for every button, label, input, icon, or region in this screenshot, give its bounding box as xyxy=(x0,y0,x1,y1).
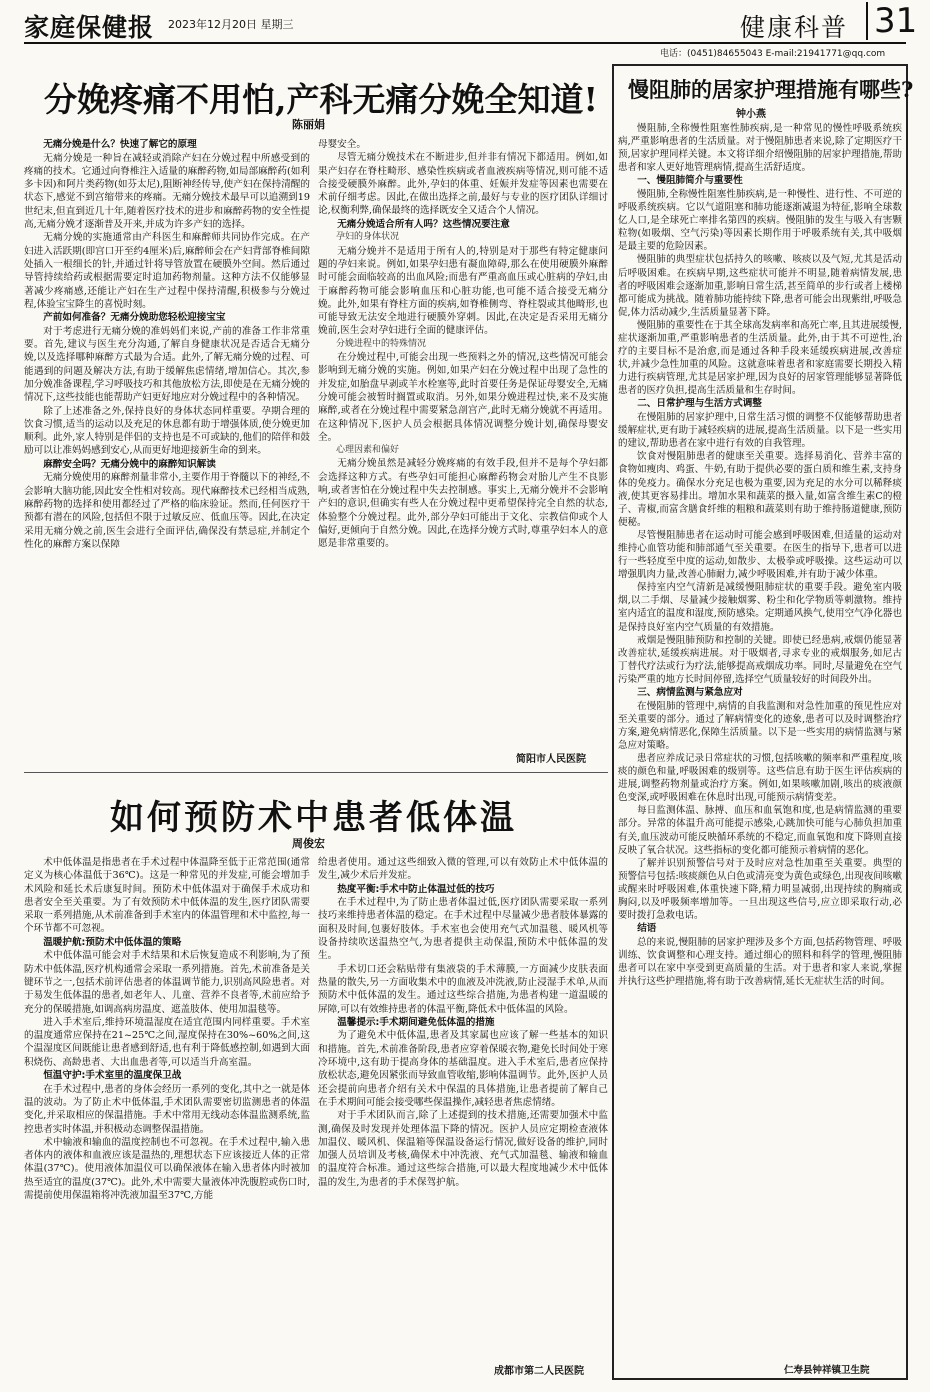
minor-heading: 孕妇的身体状况 xyxy=(336,232,400,243)
paragraph: 了解并识别预警信号对于及时应对急性加重至关重要。典型的预警信号包括:咳痰颜色从白色或清亮变为黄色或绿色,出现夜间咳嗽或醒来时呼吸困难,体重快速下降,精力明显减弱,出现持续的胸痛或胸闷,以及呼吸频率增加等。一旦出现这些信号,应立即采取行动,必要时拨打急救电话。 xyxy=(618,857,902,922)
paragraph: 对于考虑进行无痛分娩的准妈妈们来说,产前的准备工作非常重要。首先,建议与医生充分沟通,了解自身健康状况是否适合无痛分娩,以及选择哪种麻醉方式最为合适。此外,了解无痛分娩的过程、可能遇到的问题及解决方法,有助于缓解焦虑情绪,增加信心。其次,参加分娩准备课程,学习呼吸技巧和其他放松方法,即使是在无痛分娩的情况下,这些技能也能帮助产妇更好地应对分娩过程中的各种情况。 xyxy=(24,325,310,404)
subheading: 热度平衡:手术中防止体温过低的技巧 xyxy=(337,883,495,895)
paragraph: 总的来说,慢阻肺的居家护理涉及多个方面,包括药物管理、呼吸训练、饮食调整和心理支持。通过细心的照料和科学的管理,慢阻肺患者可以在家中享受到更高质量的生活。对于患者和家人来说,掌握并执行这些护理措施,将有助于改善病情,延长无症状生活的时间。 xyxy=(618,936,902,988)
paragraph: 在手术过程中,患者的身体会经历一系列的变化,其中之一就是体温的波动。为了防止术中低体温,手术团队需要密切监测患者的体温变化,并采取相应的保温措施。手术中常用无线动态体温监测系统,监控患者实时体温,并积极动态调整保温措施。 xyxy=(24,1083,310,1135)
issue-date: 2023年12月20日 星期三 xyxy=(168,18,294,31)
article1-column-2 xyxy=(318,138,608,742)
subheading: 二、日常护理与生活方式调整 xyxy=(637,398,762,410)
subheading: 产前如何准备？无痛分娩助您轻松迎接宝宝 xyxy=(43,312,226,324)
subheading: 三、病情监测与紧急应对 xyxy=(637,687,743,699)
article3-title: 慢阻肺的居家护理措施有哪些? xyxy=(628,77,914,102)
subheading: 恒温守护:手术室里的温度保卫战 xyxy=(43,1070,182,1082)
subheading: 无痛分娩适合所有人吗？这些情况要注意 xyxy=(337,218,510,230)
subheading: 无痛分娩是什么？快速了解它的原理 xyxy=(43,139,197,150)
paragraph: 除了上述准备之外,保持良好的身体状态同样重要。孕期合理的饮食习惯,适当的运动以及充足的休息都有助于增强体质,使分娩更加顺利。此外,家人特别是伴侣的支持也是不可或缺的,他们的陪伴和鼓励可以让准妈妈感到安心,从而更好地迎接新生命的到来。 xyxy=(24,405,310,457)
contact-info: 电话：(0451)84655043 E-mail:21941771@qq.com xyxy=(660,49,886,59)
article2-author: 周俊宏 xyxy=(292,837,325,850)
paragraph: 慢阻肺,全称慢性阻塞性肺疾病,是一种慢性、进行性、不可逆的呼吸系统疾病。它以气道阻塞和肺功能逐渐减退为特征,影响全球数亿人口,是全球死亡率排名第四的疾病。慢阻肺的发生与吸入有害颗粒物(如吸烟、空气污染)等因素长期作用于呼吸系统有关,其中吸烟是最主要的危险因素。 xyxy=(618,188,902,253)
paragraph: 无痛分娩使用的麻醉剂量非常小,主要作用于脊髓以下的神经,不会影响大脑功能,因此安全性相对较高。现代麻醉技术已经相当成熟,麻醉药物的选择和使用都经过了严格的临床验证。然而,任何医疗干预都有潜在的风险,包括但不限于过敏反应、低血压等。因此,在决定采用无痛分娩之前,医生会进行全面评估,确保没有禁忌症,并制定个性化的麻醉方案以保障 xyxy=(24,472,310,550)
article2-column-2 xyxy=(318,856,608,1358)
paragraph: 母婴安全。 xyxy=(318,139,366,150)
subheading: 麻醉安全吗？无痛分娩中的麻醉知识解读 xyxy=(43,458,216,470)
paragraph: 慢阻肺的重要性在于其全球高发病率和高死亡率,且其进展缓慢,症状逐渐加重,严重影响患者的生活质量。此外,由于其不可逆性,治疗的主要目标不是治愈,而是通过各种手段来延缓疾病进展,改善症状,并减少急性加重的风险。这就意味着患者和家庭需要长期投入精力进行疾病管理,尤其是居家护理,因为良好的居家管理能够显著降低患者的医疗负担,提高生活质量和生存时间。 xyxy=(618,319,902,397)
paragraph: 在手术过程中,为了防止患者体温过低,医疗团队需要采取一系列技巧来维持患者体温的稳定。在手术过程中尽量减少患者肢体暴露的面积及时间,包裹好肢体。手术室也会使用充气式加温毯、暖风机等设备持续吹送温热空气,为患者提供主动保温,预防术中低体温的发生。 xyxy=(318,897,608,962)
paragraph: 在慢阻肺的管理中,病情的自我监测和对急性加重的预见性应对至关重要的部分。通过了解病情变化的迹象,患者可以及时调整治疗方案,避免病情恶化,保障生活质量。以下是一些实用的病情监测与紧急应对策略。 xyxy=(618,700,902,751)
subheading: 一、慢阻肺简介与重要性 xyxy=(637,175,743,187)
paragraph: 尽管慢阻肺患者在运动时可能会感到呼吸困难,但适量的运动对维持心血管功能和肺部通气至关重要。在医生的指导下,患者可以进行一些轻度至中度的运动,如散步、太极拳或呼吸操。这些运动可以增强肌肉力量,改善心肺耐力,减少呼吸困难,并有助于减少体重。 xyxy=(618,529,902,581)
header-rule xyxy=(24,42,906,44)
paragraph: 尽管无痛分娩技术在不断进步,但并非有情况下都适用。例如,如果产妇存在脊柱畸形、感染性疾病或者血液疾病等情况,则可能不适合接受硬膜外麻醉。此外,孕妇的体重、妊娠并发症等因素也需要在术前仔细考虑。因此,在做出选择之前,最好与专业的医疗团队详细讨论,权衡利弊,确保最终的选择既安全又适合个人情况。 xyxy=(318,152,608,217)
paragraph: 患者应养成记录日常症状的习惯,包括咳嗽的频率和严重程度,咳痰的颜色和量,呼吸困难的级别等。这些信息有助于医生评估疾病的进展,调整药物剂量或治疗方案。例如,如果咳嗽加剧,咳出的痰液颜色变深,或呼吸困难在休息时出现,可能预示病情变差。 xyxy=(618,753,902,804)
article1-signature: 简阳市人民医院 xyxy=(516,754,586,765)
minor-heading: 心理因素和偏好 xyxy=(336,445,400,456)
article2-signature: 成都市第二人民医院 xyxy=(494,1366,584,1377)
minor-heading: 分娩进程中的特殊情况 xyxy=(336,338,427,349)
paragraph: 慢阻肺的典型症状包括持久的咳嗽、咳痰以及气短,尤其是活动后呼吸困难。在疾病早期,这些症状可能并不明显,随着病情发展,患者的呼吸困难会逐渐加重,影响日常生活,甚至简单的步行或者上楼梯都可能成为挑战。随着肺功能持续下降,患者可能会出现紫绀,呼吸急促,体力活动减少,生活质量显著下降。 xyxy=(618,254,902,318)
paragraph: 在慢阻肺的居家护理中,日常生活习惯的调整不仅能够帮助患者缓解症状,更有助于减轻疾病的进展,提高生活质量。以下是一些实用的建议,帮助患者在家中进行有效的自我管理。 xyxy=(618,412,902,450)
paragraph: 慢阻肺,全称慢性阻塞性肺疾病,是一种常见的慢性呼吸系统疾病,严重影响患者的生活质量。对于慢阻肺患者来说,除了定期医疗干预,居家护理同样关键。本文将详细介绍慢阻肺的居家护理措施,帮助患者和家人更好地管理病情,提高生活舒适度。 xyxy=(618,123,902,174)
paragraph: 无痛分娩虽然是减轻分娩疼痛的有效手段,但并不是每个孕妇都会选择这种方式。有些孕妇可能担心麻醉药物会对胎儿产生不良影响,或者害怕在分娩过程中失去控制感。事实上,无痛分娩并不会影响产妇的意识,但确实有些人在分娩过程中更希望保持完全自然的状态,体验整个分娩过程。此外,部分孕妇可能出于文化、宗教信仰或个人偏好,更倾向于自然分娩。因此,在选择分娩方式时,尊重孕妇本人的意愿是非常重要的。 xyxy=(318,458,608,550)
subheading: 结语 xyxy=(637,923,657,935)
paragraph: 术中低体温可能会对手术结果和术后恢复造成不利影响,为了预防术中低体温,医疗机构通常会采取一系列措施。首先,术前准备是关键环节之一,包括术前评估患者的体温调节能力,识别高风险患者。对于易发生低体温的患者,如老年人、儿童、营养不良者等,术前应给予充分的保暖措施,如调高病房温度、遮盖肢体、使用加温毯等。 xyxy=(24,950,310,1015)
article3-signature: 仁寿县钟祥镇卫生院 xyxy=(784,1365,870,1376)
paragraph: 进入手术室后,维持环境温湿度在适宜范围内同样重要。手术室的温度通常应保持在21~25℃之间,湿度保持在30%~60%之间,这个温湿度区间既能让患者感到舒适,也有利于降低感控制,如遇到大面积烧伤、高龄患者、大出血患者等,可以适当升高室温。 xyxy=(24,1016,310,1068)
article1-column-1 xyxy=(24,138,310,768)
paragraph: 保持室内空气清新是减缓慢阻肺症状的重要手段。避免室内吸烟,以二手烟、尽量减少接触烟雾、粉尘和化学物质等刺激物。维持室内适宜的温度和湿度,预防感染。定期通风换气,使用空气净化器也是保持良好室内空气质量的有效措施。 xyxy=(618,582,902,633)
paragraph: 每日监测体温、脉搏、血压和血氧饱和度,也是病情监测的重要部分。异常的体温升高可能提示感染,心跳加快可能与心肺负担加重有关,血压波动可能反映循环系统的不稳定,而血氧饱和度下降则直接反映了氧合状况。这些指标的变化都可能预示着病情的恶化。 xyxy=(618,805,902,856)
paper-name: 家庭保健报 xyxy=(24,13,155,42)
paragraph: 饮食对慢阻肺患者的健康至关重要。选择易消化、营养丰富的食物如瘦肉、鸡蛋、牛奶,有助于提供必要的蛋白质和维生素,支持身体的免疫力。确保水分充足也极为重要,因为充足的水分可以稀释痰液,使其更容易排出。增加水果和蔬菜的摄入量,如富含维生素C的橙子、青椒,而富含膳食纤维的粗粮和蔬菜则有助于维持肠道健康,预防便秘。 xyxy=(618,451,902,528)
article1-title: 分娩疼痛不用怕,产科无痛分娩全知道! xyxy=(44,80,598,119)
paragraph: 给患者使用。通过这些细致入微的管理,可以有效防止术中低体温的发生,减少术后并发症。 xyxy=(318,857,608,882)
paragraph: 戒烟是慢阻肺预防和控制的关键。即使已经患病,戒烟仍能显著改善症状,延缓疾病进展。对于吸烟者,寻求专业的戒烟服务,如尼古丁替代疗法或行为疗法,能够提高戒烟成功率。同时,尽量避免在空气污染严重的地方长时间停留,选择空气质量较好的时间段外出。 xyxy=(618,634,902,685)
paragraph: 在分娩过程中,可能会出现一些预料之外的情况,这些情况可能会影响到无痛分娩的实施。例如,如果产妇在分娩过程中出现了急性的并发症,如胎盘早剥或羊水栓塞等,此时首要任务是保证母婴安全,无痛分娩可能会被暂时搁置或取消。另外,如果分娩进程过快,来不及实施麻醉,或者在分娩过程中需要紧急剖宫产,此时无痛分娩就不再适用。在这种情况下,医护人员会根据具体情况调整分娩计划,确保母婴安全。 xyxy=(318,352,608,443)
article3-author: 钟小燕 xyxy=(736,109,766,120)
paragraph: 无痛分娩的实施通常由产科医生和麻醉师共同协作完成。在产妇进入活跃期(即宫口开至约4厘米)后,麻醉师会在产妇背部脊椎间隙处插入一根细长的针,并通过针将导管放置在硬膜外空间。然后通过导管持续给药或根据需要定时追加药物剂量。这种方法不仅能够显著减少疼痛感,还能让产妇在生产过程中保持清醒,积极参与分娩过程,体验宝宝降生的喜悦时刻。 xyxy=(24,232,310,310)
paragraph: 无痛分娩是一种旨在减轻或消除产妇在分娩过程中所感受到的疼痛的技术。它通过向脊椎注入适量的麻醉药物,如局部麻醉药(如利多卡因)和阿片类药物(如芬太尼),阻断神经传导,使产妇在保持清醒的状态下,感觉不到宫缩带来的疼痛。无痛分娩技术最早可以追溯到19世纪末,但直到近几十年,随着医疗技术的进步和麻醉药物的安全性提高,无痛分娩才逐渐普及开来,并成为许多产妇的选择。 xyxy=(24,152,310,231)
subheading: 温馨提示:手术期间避免低体温的措施 xyxy=(337,1016,495,1028)
paragraph: 手术切口还会粘贴带有集液袋的手术薄膜,一方面减少皮肤表面热量的散失,另一方面收集术中的血液及冲洗液,防止浸湿手术单,从而预防术中低体温的发生。通过这些综合措施,为患者构建一道温暖的屏障,可以有效维持患者的体温平衡,降低术中低体温的风险。 xyxy=(318,963,608,1015)
article2-column-1 xyxy=(24,856,310,1376)
paragraph: 为了避免术中低体温,患者及其家属也应该了解一些基本的知识和措施。首先,术前准备阶段,患者应穿着保暖衣物,避免长时间处于寒冷环境中,这有助于提高身体的基础温度。进入手术室后,患者应保持放松状态,避免因紧张而导致血管收缩,影响体温调节。此外,医护人员还会提前向患者介绍有关术中保温的具体措施,让患者提前了解自己在手术期间可能会接受哪些保温操作,减轻患者焦虑情绪。 xyxy=(318,1030,608,1108)
paragraph: 术中低体温是指患者在手术过程中体温降至低于正常范围(通常定义为核心体温低于36℃)。这是一种常见的并发症,可能会增加手术风险和延长术后康复时间。预防术中低体温对于确保手术成功和患者安全至关重要。为了有效预防术中低体温的发生,医疗团队需要采取一系列措施,从术前准备到手术室内的体温管理和术中监控,每一个环节都不可忽视。 xyxy=(24,857,310,935)
paragraph: 术中输液和输血的温度控制也不可忽视。在手术过程中,输入患者体内的液体和血液应该是温热的,理想状态下应该接近人体的正常体温(37℃)。使用液体加温仪可以确保液体在输入患者体内时被加热至适宜的温度(37℃)。此外,术中需要大量液体冲洗腹腔或伤口时,需提前使用保温箱将冲洗液加温至37℃,方能 xyxy=(24,1136,310,1202)
page-number: 31 xyxy=(866,2,917,40)
paragraph: 对于手术团队而言,除了上述提到的技术措施,还需要加强术中监测,确保及时发现并处理体温下降的情况。医护人员应定期检查液体加温仪、暖风机、保温箱等保温设备运行情况,做好设备的维护,同时加强人员培训及考核,确保术中冲洗液、充气式加温毯、输液和输血的温度符合标准。通过这些综合措施,可以最大程度地减少术中低体温的发生,为患者的手术保驾护航。 xyxy=(318,1110,608,1188)
article2-title: 如何预防术中患者低体温 xyxy=(110,798,517,838)
section-name: 健康科普 xyxy=(740,13,849,42)
article-divider xyxy=(24,772,608,773)
paragraph: 无痛分娩并不是适用于所有人的,特别是对于那些有特定健康问题的孕妇来说。例如,如果孕妇患有凝血障碍,那么在使用硬膜外麻醉时可能会面临较高的出血风险;而患有严重高血压或心脏病的孕妇,由于麻醉药物可能会影响血压和心脏功能,也可能不适合接受无痛分娩。此外,如果有脊柱方面的疾病,如脊椎侧弯、脊柱裂或其他畸形,也可能导致无法安全地进行硬膜外穿刺。因此,在决定是否采用无痛分娩前,医生会对孕妇进行全面的健康评估。 xyxy=(318,245,608,337)
subheading: 温暖护航:预防术中低体温的策略 xyxy=(43,936,182,948)
article1-author: 陈丽娟 xyxy=(292,118,325,131)
article3-body xyxy=(618,122,902,1352)
